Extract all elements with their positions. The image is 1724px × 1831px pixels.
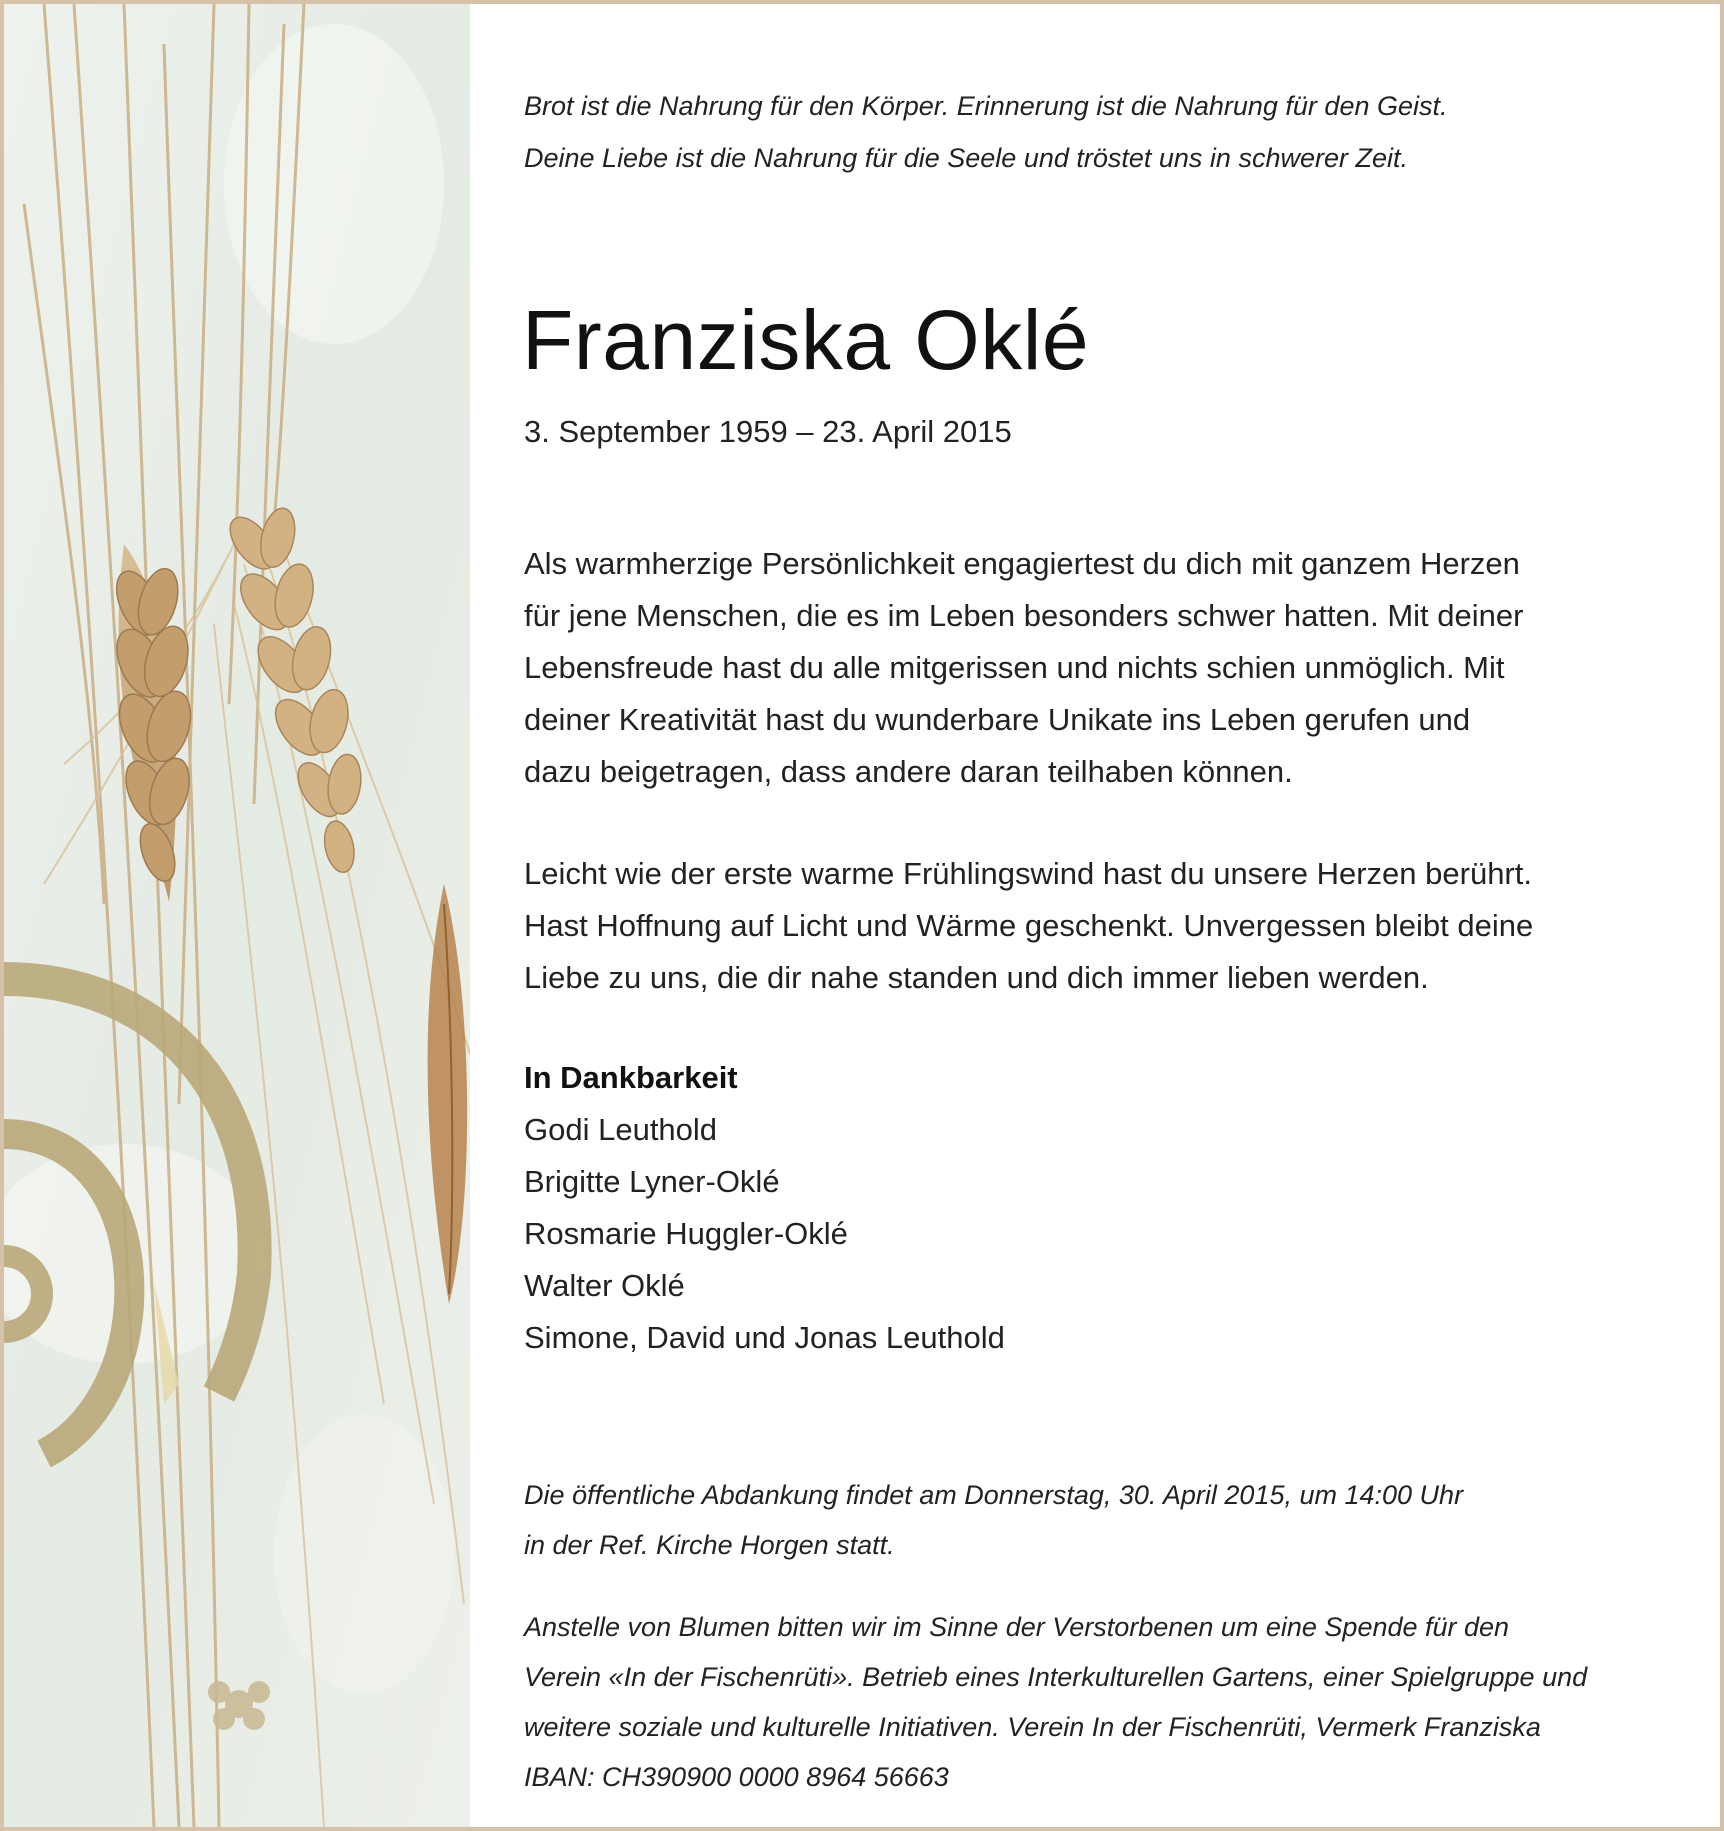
mourner-name: Walter Oklé <box>524 1268 685 1303</box>
service-notice <box>524 1470 1674 1570</box>
mourners-list <box>524 1052 1005 1364</box>
donation-line: Anstelle von Blumen bitten wir im Sinne der Verstorbenen um eine Spende für den <box>524 1612 1510 1642</box>
iban-line: IBAN: CH390900 0000 8964 56663 <box>524 1762 949 1792</box>
paragraph-line: Lebensfreude hast du alle mitgerissen und nichts schien unmöglich. Mit <box>524 650 1505 685</box>
paragraph-line: Leicht wie der erste warme Frühlingswind hast du unsere Herzen berührt. <box>524 856 1532 891</box>
paragraph-line: deiner Kreativität hast du wunderbare Unikate ins Leben gerufen und <box>524 702 1471 737</box>
paragraph-line: für jene Menschen, die es im Leben besonders schwer hatten. Mit deiner <box>524 598 1524 633</box>
donation-notice <box>524 1602 1674 1802</box>
paragraph-line: dazu beigetragen, dass andere daran teilhaben können. <box>524 754 1293 789</box>
mourner-name: Rosmarie Huggler-Oklé <box>524 1216 848 1251</box>
quote-line: Deine Liebe ist die Nahrung für die Seele und tröstet uns in schwerer Zeit. <box>524 143 1408 173</box>
mourner-name: Brigitte Lyner-Oklé <box>524 1164 780 1199</box>
donation-line: Verein «In der Fischenrüti». Betrieb eines Interkulturellen Gartens, einer Spielgruppe und <box>524 1662 1588 1692</box>
tribute-paragraph-2 <box>524 848 1674 1004</box>
deceased-name: Franziska Oklé <box>522 293 1090 387</box>
life-dates: 3. September 1959 – 23. April 2015 <box>524 414 1012 449</box>
thanks-heading: In Dankbarkeit <box>524 1060 738 1095</box>
wheat-illustration <box>4 4 470 1827</box>
tribute-paragraph-1 <box>524 538 1674 798</box>
mourner-name: Godi Leuthold <box>524 1112 718 1147</box>
service-line: Die öffentliche Abdankung findet am Donnerstag, 30. April 2015, um 14:00 Uhr <box>524 1480 1464 1510</box>
service-line: in der Ref. Kirche Horgen statt. <box>524 1530 895 1560</box>
mourner-name: Simone, David und Jonas Leuthold <box>524 1320 1005 1355</box>
donation-line: weitere soziale und kulturelle Initiativen. Verein In der Fischenrüti, Vermerk Franziska <box>524 1712 1541 1742</box>
paragraph-line: Als warmherzige Persönlichkeit engagiertest du dich mit ganzem Herzen <box>524 546 1520 581</box>
quote-line: Brot ist die Nahrung für den Körper. Erinnerung ist die Nahrung für den Geist. <box>524 91 1448 121</box>
opening-quote <box>524 80 1674 184</box>
paragraph-line: Hast Hoffnung auf Licht und Wärme geschenkt. Unvergessen bleibt deine <box>524 908 1534 943</box>
paragraph-line: Liebe zu uns, die dir nahe standen und dich immer lieben werden. <box>524 960 1429 995</box>
